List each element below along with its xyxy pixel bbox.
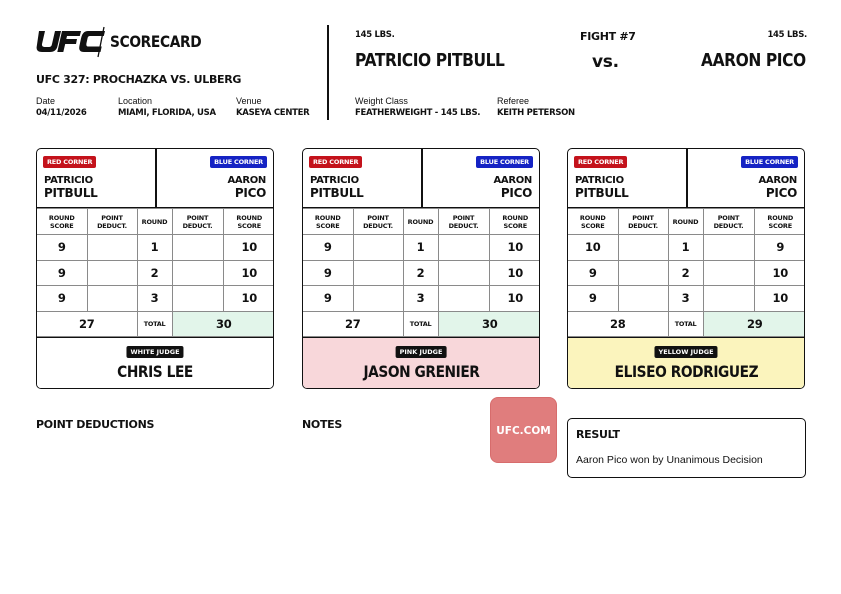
header-line: DEDUCT. (97, 221, 127, 230)
header-line: SCORE (237, 221, 261, 230)
round-row (303, 235, 540, 261)
red-fighter-name (575, 174, 629, 200)
judge-scorecard (36, 148, 274, 389)
red-point-deduct (618, 235, 668, 261)
judge-area (568, 337, 804, 389)
result-text: Aaron Pico won by Unanimous Decision (576, 454, 763, 466)
blue-round-score: 10 (754, 286, 805, 312)
blue-point-deduct (438, 286, 489, 312)
red-round-score: 9 (568, 286, 618, 312)
red-round-score: 9 (37, 260, 87, 286)
header-line: SCORE (316, 221, 340, 230)
judge-color-tag: PINK JUDGE (396, 346, 447, 358)
red-corner-tag: RED CORNER (43, 156, 96, 168)
red-round-score: 9 (37, 286, 87, 312)
header-line: ROUND (579, 213, 606, 222)
red-point-deduct (353, 286, 403, 312)
red-total: 27 (303, 311, 403, 337)
point-deduct-header (703, 209, 754, 235)
blue-point-deduct (703, 235, 754, 261)
blue-point-deduct (172, 286, 223, 312)
point-deduct-header (172, 209, 223, 235)
judge-name (37, 362, 273, 381)
red-round-score: 9 (303, 235, 353, 261)
blue-round-score: 10 (489, 286, 540, 312)
blue-fighter-name (227, 174, 266, 200)
header-line: ROUND (314, 213, 341, 222)
table-header (568, 209, 805, 235)
point-deduct-header (438, 209, 489, 235)
blue-fighter-last: PICO (500, 186, 532, 200)
round-row (37, 286, 274, 312)
red-point-deduct (87, 286, 137, 312)
header-line: ROUND (502, 213, 529, 222)
round-number: 3 (403, 286, 438, 312)
judge-name-text: JASON GRENIER (362, 362, 480, 381)
blue-fighter-first: AARON (758, 175, 797, 186)
red-corner-tag: RED CORNER (574, 156, 627, 168)
blue-fighter-name (758, 174, 797, 200)
venue-value: KASEYA CENTER (236, 108, 310, 118)
round-score-header (754, 209, 805, 235)
result-title: RESULT (576, 428, 620, 441)
corner-divider (421, 149, 423, 208)
red-corner-tag: RED CORNER (309, 156, 362, 168)
red-round-score: 10 (568, 235, 618, 261)
judge-name-text: CHRIS LEE (117, 362, 193, 381)
judge-area (37, 337, 273, 389)
red-total: 27 (37, 311, 137, 337)
table-header (37, 209, 274, 235)
round-score-header (568, 209, 618, 235)
round-number: 2 (137, 260, 172, 286)
venue-label: Venue (236, 96, 262, 106)
blue-round-score: 10 (489, 235, 540, 261)
red-fighter-last: PITBULL (44, 186, 98, 200)
header-line: ROUND (767, 213, 794, 222)
header-line: DEDUCT. (448, 221, 479, 230)
round-header (403, 209, 438, 235)
red-point-deduct (353, 260, 403, 286)
judge-name (568, 362, 804, 381)
red-fighter-last: PITBULL (310, 186, 364, 200)
red-fighter-first: PATRICIO (44, 175, 93, 186)
header-line: POINT (452, 213, 475, 222)
score-table (303, 208, 540, 337)
blue-fighter-first: AARON (227, 175, 266, 186)
header-line: DEDUCT. (363, 221, 393, 230)
blue-fighter-last: PICO (765, 186, 797, 200)
red-point-deduct (618, 260, 668, 286)
fight-number: FIGHT #7 (580, 30, 636, 43)
header-line: SCORE (581, 221, 605, 230)
fighter2-name: AARON PICO (701, 50, 806, 71)
date-value: 04/11/2026 (36, 108, 87, 118)
fighters-header (37, 149, 273, 208)
event-title: UFC 327: PROCHAZKA VS. ULBERG (36, 73, 242, 86)
blue-round-score: 10 (223, 286, 274, 312)
total-row (37, 311, 274, 337)
header-line: ROUND (48, 213, 75, 222)
red-round-score: 9 (37, 235, 87, 261)
header-line: POINT (367, 213, 389, 222)
header-line: ROUND (672, 217, 699, 226)
ufc-scorecard-logo (36, 26, 206, 58)
red-round-score: 9 (568, 260, 618, 286)
round-number: 3 (668, 286, 703, 312)
round-header (137, 209, 172, 235)
judge-name-text: ELISEO RODRIGUEZ (614, 362, 758, 381)
red-point-deduct (87, 235, 137, 261)
blue-point-deduct (172, 235, 223, 261)
table-header (303, 209, 540, 235)
round-score-header (37, 209, 87, 235)
header-line: SCORE (768, 221, 792, 230)
weight-class-label: Weight Class (355, 96, 408, 106)
total-row (568, 311, 805, 337)
round-number: 1 (137, 235, 172, 261)
red-fighter-first: PATRICIO (310, 175, 359, 186)
judge-area (303, 337, 539, 389)
round-row (37, 260, 274, 286)
red-total: 28 (568, 311, 668, 337)
red-point-deduct (353, 235, 403, 261)
point-deduct-header (618, 209, 668, 235)
location-label: Location (118, 96, 153, 106)
blue-point-deduct (703, 286, 754, 312)
header-line: SCORE (503, 221, 527, 230)
blue-fighter-name (493, 174, 532, 200)
blue-fighter-last: PICO (234, 186, 266, 200)
fighter1-name: PATRICIO PITBULL (355, 50, 505, 71)
round-row (303, 260, 540, 286)
total-row (303, 311, 540, 337)
round-row (37, 235, 274, 261)
result-box (567, 418, 806, 478)
red-point-deduct (87, 260, 137, 286)
blue-total: 30 (172, 311, 274, 337)
blue-point-deduct (438, 235, 489, 261)
blue-corner-tag: BLUE CORNER (476, 156, 533, 168)
round-number: 2 (668, 260, 703, 286)
fighters-header (303, 149, 539, 208)
judge-scorecard (567, 148, 805, 389)
point-deduct-header (87, 209, 137, 235)
header-line: ROUND (236, 213, 263, 222)
round-row (568, 260, 805, 286)
point-deduct-header (353, 209, 403, 235)
round-row (303, 286, 540, 312)
scorecard-title: SCORECARD (110, 32, 202, 51)
total-label: TOTAL (403, 311, 438, 337)
header-line: POINT (186, 213, 209, 222)
judge-color-tag: YELLOW JUDGE (654, 346, 717, 358)
blue-fighter-first: AARON (493, 175, 532, 186)
total-label: TOTAL (668, 311, 703, 337)
fighter1-weight: 145 LBS. (355, 30, 395, 40)
blue-round-score: 10 (754, 260, 805, 286)
fighters-header (568, 149, 804, 208)
header-line: POINT (717, 213, 740, 222)
location-value: MIAMI, FLORIDA, USA (118, 108, 216, 118)
judge-name (303, 362, 539, 381)
round-number: 1 (403, 235, 438, 261)
score-table (568, 208, 805, 337)
blue-round-score: 10 (489, 260, 540, 286)
round-score-header (223, 209, 274, 235)
judge-scorecard (302, 148, 540, 389)
notes-title: NOTES (302, 418, 342, 431)
red-fighter-first: PATRICIO (575, 175, 624, 186)
round-number: 3 (137, 286, 172, 312)
round-score-header (303, 209, 353, 235)
red-round-score: 9 (303, 286, 353, 312)
header-line: DEDUCT. (182, 221, 213, 230)
round-number: 2 (403, 260, 438, 286)
header-line: POINT (632, 213, 654, 222)
corner-divider (155, 149, 157, 208)
red-fighter-last: PITBULL (575, 186, 629, 200)
blue-total: 30 (438, 311, 540, 337)
round-row (568, 286, 805, 312)
blue-round-score: 10 (223, 235, 274, 261)
blue-point-deduct (438, 260, 489, 286)
ufc-com-badge: UFC.COM (490, 397, 557, 463)
weight-class-value: FEATHERWEIGHT - 145 LBS. (355, 108, 481, 118)
total-label: TOTAL (137, 311, 172, 337)
divider-slash-icon (96, 26, 106, 58)
red-point-deduct (618, 286, 668, 312)
fighter2-weight: 145 LBS. (767, 30, 807, 40)
judge-color-tag: WHITE JUDGE (126, 346, 183, 358)
header-line: SCORE (50, 221, 74, 230)
corner-divider (686, 149, 688, 208)
red-fighter-name (310, 174, 364, 200)
point-deductions-title: POINT DEDUCTIONS (36, 418, 155, 431)
referee-value: KEITH PETERSON (497, 108, 575, 118)
round-number: 1 (668, 235, 703, 261)
header-line: ROUND (407, 217, 434, 226)
referee-label: Referee (497, 96, 530, 106)
date-label: Date (36, 96, 56, 106)
blue-total: 29 (703, 311, 805, 337)
score-table (37, 208, 274, 337)
blue-round-score: 10 (223, 260, 274, 286)
header-line: ROUND (141, 217, 168, 226)
blue-point-deduct (172, 260, 223, 286)
blue-round-score: 9 (754, 235, 805, 261)
round-header (668, 209, 703, 235)
blue-point-deduct (703, 260, 754, 286)
header-divider (327, 25, 329, 120)
header-line: DEDUCT. (628, 221, 658, 230)
red-fighter-name (44, 174, 98, 200)
header-line: POINT (101, 213, 123, 222)
header-line: DEDUCT. (713, 221, 744, 230)
round-row (568, 235, 805, 261)
round-score-header (489, 209, 540, 235)
vs-label: vs. (592, 52, 619, 72)
blue-corner-tag: BLUE CORNER (741, 156, 798, 168)
blue-corner-tag: BLUE CORNER (210, 156, 267, 168)
red-round-score: 9 (303, 260, 353, 286)
